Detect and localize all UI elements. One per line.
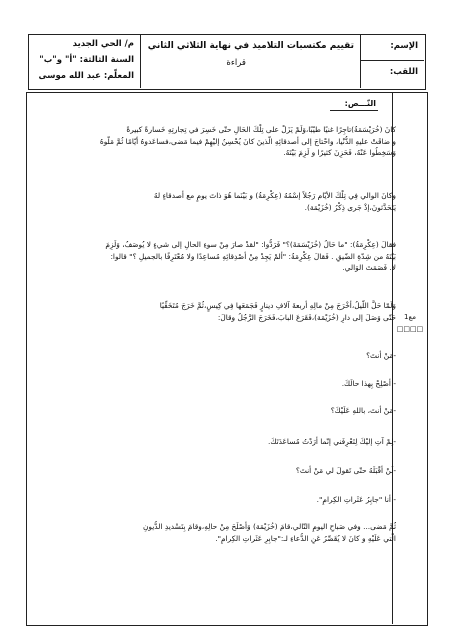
paragraph-line: لا. فَصَمَتَ الوَالي. (342, 263, 396, 272)
header-mid-line (360, 60, 424, 61)
paragraph-line: وَلَمّا حَلَّ اللَّيلُ،أخْرَجَ مِنْ مالِهِ أربعةَ آلافِ دينارٍ فَجَمَعَها فِي كِيسٍ،ثُمَّ خَرَجَ مُتَخَفِّيًا (159, 301, 396, 310)
paragraph (66, 190, 396, 213)
paragraph-line: وكانَ الوالي فِي تِلْكَ الأيّام رَجُلاً إسْمُهُ (عِكْرِمَةُ) و بَيْنَما هُوَ ذاتَ يومٍ مع أصدقاءٍ لهُ (153, 191, 396, 200)
paragraph (66, 465, 396, 477)
school-name: م/ الحي الجديد (72, 39, 134, 49)
paragraph-line: الّتي عَلَيْهِ و كانَ لا يُقَصِّرُ عَنِ الدُّعاءِ لـ:"جابِرِ عَثَراتِ الكِرامِ". (215, 533, 396, 543)
paragraph-line: حَتّى وَصَلَ إلى دارِ (خُزَيْمَة)،فَقَرَعَ البابَ،فَخَرَجَ الرَّجُلُ وقالَ: (217, 312, 396, 322)
subject: قراءة (226, 58, 246, 68)
paragraph-line: -لَنْ أقْبَلَهُ حتّى تَقولَ لي مَنْ أنتَ؟ (295, 466, 396, 475)
header-divider-left (140, 34, 141, 88)
name-label: الإسم: (390, 41, 418, 51)
paragraph-line: كانَ (خُرَيْسَمَةُ)تاجِرًا غنيًا طيّبًا،وَلَمْ يَزَلْ على تِلْكَ الحَالِ حتّى خَسِرَ في تِجارتِهِ خَسارةً كبيرةً (126, 125, 396, 134)
paragraph (66, 124, 396, 159)
paragraph-line: وَسَخِطُوا عَنْهُ، فَحَزِنَ كثيرًا و لَزِمَ بَيْتَهُ. (283, 148, 396, 157)
paragraph (66, 521, 396, 544)
header-divider-right (360, 34, 361, 88)
paragraph-line: -لِمْ آتِ إليْكَ لِتَعْرِفَني إنّما أرَدْتُ مُساعَدَتَكَ. (268, 437, 396, 446)
paragraph (66, 300, 396, 323)
paragraph-line: - أنا "جابِرُ عَثَراتِ الكِرامِ". (316, 495, 396, 504)
paragraph (66, 350, 396, 362)
paragraph (66, 378, 396, 390)
paragraph-line: -مَنْ أنتَ، باللهِ عَلَيْكَ؟ (330, 406, 396, 415)
paragraph-line: - أُصْلِحْ بِهذا حالَكَ. (341, 379, 396, 388)
paragraph-line: فقالَ (عِكْرِمَةُ): "ما حَالُ (خُزَيْسَمَةَ)؟" فَرَدُّوا: "لقدْ صارَ مِنْ سوءِ الحالِ إلى شيءٍ لا يُوصَفُ، وَلَزِمَ (105, 240, 396, 249)
paragraph-line: ثُمَّ مَضى... وفي صَباحِ اليومِ التّالي،قامَ (خُزَيْمَة) وَأَصْلَحَ مِنْ حالِهِ،وقامَ بِتَسْديدِ الدُّيونِ (143, 522, 396, 531)
paragraph-line: بَيْتَهُ من شِدّةِ الضّيقِ . فَقالَ عِكْرِمَةُ: "ألمْ يَجِدْ مِنْ أصْدِقائِهِ مُساعِدًا ولا مُعْتَرِفًا بالجميلِ ؟" قالوا: (110, 251, 396, 261)
heading-underline (330, 110, 378, 111)
text-heading: النّـــص: (344, 99, 376, 108)
paragraph (66, 239, 396, 274)
class-label: السنة الثالثة: "أ" و"ب" (39, 55, 134, 65)
paragraph-line: و ضاقَتْ عليهِ الدُّنْيا، واحْتاجَ إلى أصدقائِهِ الّذينَ كانَ يُحْسِنُ إليْهِمْ فيما مَضى،فساعَدوهُ أيّامًا ثُمَّ مَلّوهُ (99, 136, 396, 146)
teacher-name: المعلّم: عبد الله موسى (38, 71, 134, 81)
paragraph-line: يَتَحَدَّثونَ،إذْ جَرى ذِكْرُ (خُزَيْمَة). (304, 202, 396, 212)
surname-label: اللقب: (389, 67, 418, 77)
criterion-boxes: □□□□ (396, 325, 424, 333)
paragraph-line: -مَنْ أنتَ؟ (366, 351, 396, 360)
paragraph (66, 436, 396, 448)
criterion-label: مع1 (404, 313, 416, 321)
paragraph (66, 405, 396, 417)
exam-title: تقييم مكتسبات التلاميذ في نهاية الثلاثي الثاني (147, 41, 354, 51)
paragraph (66, 494, 396, 506)
